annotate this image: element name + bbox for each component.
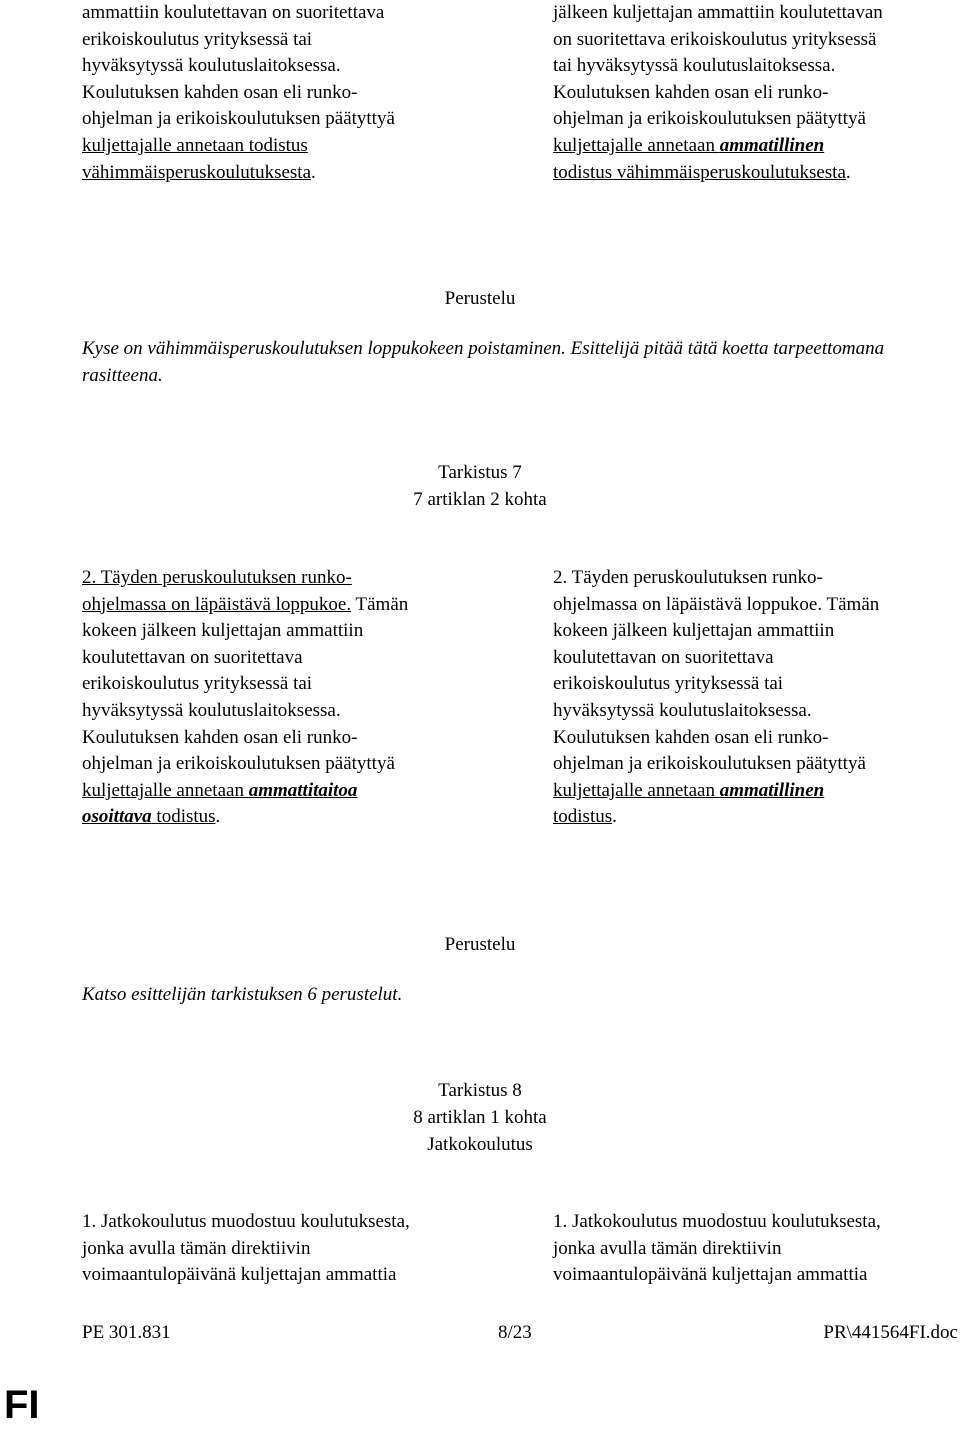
footer-file-name: PR\441564FI.doc [823, 1322, 958, 1343]
footer-page-number: 8/23 [498, 1322, 532, 1343]
amendment-title: Tarkistus 8 [438, 1080, 522, 1101]
text-span: todistus [553, 806, 613, 828]
text-span: kuljettajalle annetaan [82, 779, 249, 801]
amendment-subject: Jatkokoulutus [427, 1134, 533, 1155]
text-span: Tämän kokeen jälkeen kuljettajan ammattiin koulutettavan on suoritettava erikoiskoulutus yrityksessä tai hyväksytyssä koulutuslaitoksessa. Koulutuksen kahden osan eli runko- ohjelman ja erikoiskoulutuksen päätyttyä [82, 593, 409, 775]
language-code: FI [4, 1383, 40, 1427]
block1-right-column [553, 0, 958, 186]
amendment-title: Tarkistus 7 [438, 462, 522, 483]
inserted-text: ammattitaitoa osoittava [82, 779, 358, 828]
inserted-text: ammatillinen [719, 134, 825, 156]
amendment7-left-column [82, 565, 492, 831]
justification-text: Kyse on vähimmäisperuskoulutuksen loppukokeen poistaminen. Esittelijä pitää tätä koetta tarpeettomana rasitteena. [82, 338, 885, 386]
inserted-text: ammatillinen [719, 779, 825, 801]
amendment-subtitle: 8 artiklan 1 kohta [413, 1107, 547, 1128]
amendment8-left-column: 1. Jatkokoulutus muodostuu koulutuksesta, jonka avulla tämän direktiivin voimaantulopäivänä kuljettajan ammattia [82, 1211, 410, 1286]
underlined-text: 2. Täyden peruskoulutuksen runko- ohjelmassa on läpäistävä loppukoe. [82, 567, 352, 615]
text-span: todistus [151, 806, 216, 828]
amendment7-right-column [553, 565, 958, 831]
text-span: kuljettajalle annetaan [553, 134, 720, 156]
text-span: jälkeen kuljettajan ammattiin koulutettavan on suoritettava erikoiskoulutus yrityksessä tai hyväksytyssä koulutuslaitoksessa. Koulutuksen kahden osan eli runko- ohjelman ja erikoiskoulutuksen päätyttyä [553, 2, 883, 130]
justification-text: Katso esittelijän tarkistuksen 6 perustelut. [82, 984, 403, 1005]
text-span: . [311, 161, 316, 183]
text-span: . [215, 806, 221, 828]
text-span: 2. Täyden peruskoulutuksen runko- ohjelmassa on läpäistävä loppukoe. Tämän kokeen jälkeen kuljettajan ammattiin koulutettavan on suoritettava erikoiskoulutus yrityksessä tai hyväksytyssä koulutuslaitoksessa. Koulutuksen kahden osan eli runko- ohjelman ja erikoiskoulutuksen päätyttyä [553, 567, 880, 775]
text-span: . [845, 161, 851, 183]
footer-doc-reference: PE 301.831 [82, 1322, 171, 1343]
underlined-text [553, 780, 824, 828]
amendment-subtitle: 7 artiklan 2 kohta [413, 489, 547, 510]
text-span: kuljettajalle annetaan [553, 779, 720, 801]
underlined-text: kuljettajalle annetaan todistus vähimmäisperuskoulutuksesta [82, 134, 312, 183]
justification-heading: Perustelu [444, 934, 516, 955]
text-span: ammattiin koulutettavan on suoritettava erikoiskoulutus yrityksessä tai hyväksytyssä koulutuslaitoksessa. Koulutuksen kahden osan eli runko- ohjelman ja erikoiskoulutuksen päätyttyä [82, 2, 395, 130]
text-span: . [612, 806, 617, 828]
block1-left-column [82, 0, 492, 186]
underlined-text [553, 135, 846, 183]
justification-heading: Perustelu [444, 288, 516, 309]
amendment8-right-column: 1. Jatkokoulutus muodostuu koulutuksesta, jonka avulla tämän direktiivin voimaantulopäivänä kuljettajan ammattia [553, 1211, 881, 1286]
text-span: todistus vähimmäisperuskoulutuksesta [553, 161, 846, 183]
